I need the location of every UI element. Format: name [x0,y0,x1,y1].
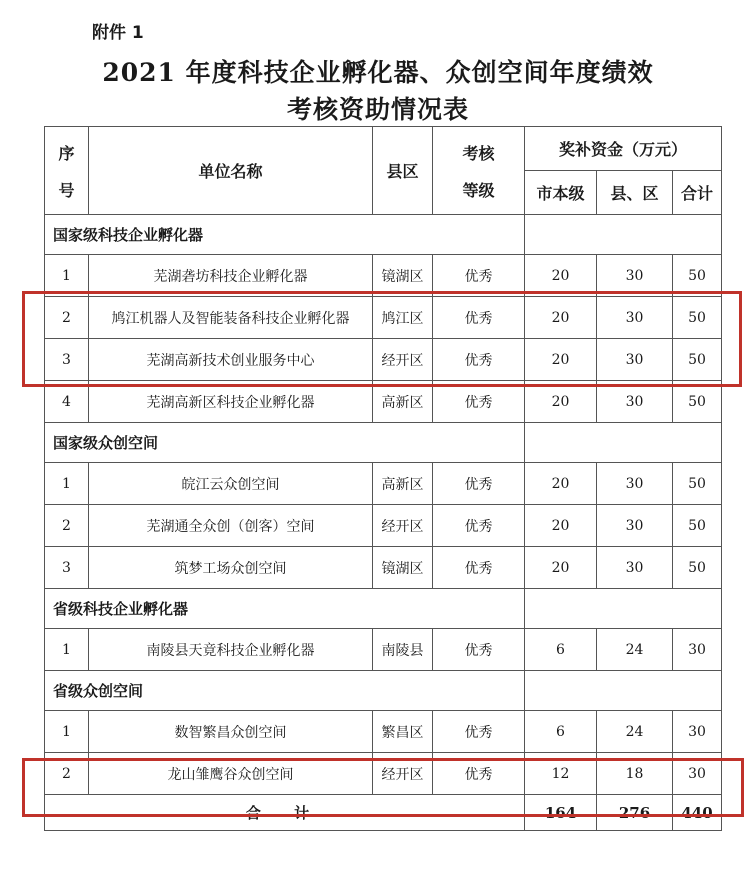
cell-total: 30 [673,711,722,753]
cell-name: 数智繁昌众创空间 [89,711,373,753]
cell-city: 6 [525,629,597,671]
cell-grade: 优秀 [433,381,525,423]
cell-total: 30 [673,753,722,795]
cell-district: 30 [597,381,673,423]
table-row [45,711,722,753]
cell-name: 皖江云众创空间 [89,463,373,505]
cell-district: 18 [597,753,673,795]
section-title: 国家级众创空间 [45,423,525,463]
header-grade: 考核 等级 [433,127,525,215]
cell-county: 繁昌区 [373,711,433,753]
section-row [45,423,722,463]
cell-total: 50 [673,339,722,381]
cell-grade: 优秀 [433,463,525,505]
cell-grade: 优秀 [433,297,525,339]
cell-no: 4 [45,381,89,423]
cell-county: 鸠江区 [373,297,433,339]
attachment-label: 附件 1 [92,23,144,43]
section-row [45,215,722,255]
cell-city: 20 [525,547,597,589]
total-label: 合 计 [45,795,525,831]
cell-district: 24 [597,629,673,671]
cell-name: 鸠江机器人及智能装备科技企业孵化器 [89,297,373,339]
table-row [45,505,722,547]
highlight-box [22,291,742,387]
cell-city: 20 [525,297,597,339]
cell-district: 30 [597,339,673,381]
cell-district: 30 [597,505,673,547]
header-county: 县区 [373,127,433,215]
section-row [45,589,722,629]
cell-total: 30 [673,629,722,671]
table-row [45,463,722,505]
table-row [45,547,722,589]
section-row [45,671,722,711]
cell-district: 30 [597,547,673,589]
cell-no: 1 [45,711,89,753]
header-district-level: 县、区 [597,171,673,215]
cell-name: 龙山雏鹰谷众创空间 [89,753,373,795]
table-row [45,629,722,671]
cell-district: 30 [597,463,673,505]
cell-grade: 优秀 [433,753,525,795]
cell-county: 镜湖区 [373,547,433,589]
cell-district: 30 [597,297,673,339]
cell-grade: 优秀 [433,629,525,671]
cell-no: 1 [45,463,89,505]
cell-total: 50 [673,463,722,505]
cell-city: 20 [525,255,597,297]
cell-city: 6 [525,711,597,753]
cell-county: 经开区 [373,505,433,547]
header-total: 合计 [673,171,722,215]
cell-total: 50 [673,547,722,589]
cell-city: 12 [525,753,597,795]
cell-no: 2 [45,297,89,339]
cell-name: 南陵县天竟科技企业孵化器 [89,629,373,671]
header-unit-name: 单位名称 [89,127,373,215]
total-sum: 440 [673,795,722,831]
cell-name: 筑梦工场众创空间 [89,547,373,589]
section-title: 省级众创空间 [45,671,525,711]
section-title: 省级科技企业孵化器 [45,589,525,629]
page-subtitle: 考核资助情况表 [286,95,469,124]
cell-no: 2 [45,505,89,547]
cell-name: 芜湖通全众创（创客）空间 [89,505,373,547]
cell-district: 24 [597,711,673,753]
total-district: 276 [597,795,673,831]
cell-name: 芜湖高新技术创业服务中心 [89,339,373,381]
cell-no: 3 [45,339,89,381]
page-title: 2021 年度科技企业孵化器、众创空间年度绩效 [102,58,654,87]
section-title: 国家级科技企业孵化器 [45,215,525,255]
cell-grade: 优秀 [433,505,525,547]
cell-city: 20 [525,505,597,547]
cell-city: 20 [525,339,597,381]
highlight-box [22,758,744,817]
cell-total: 50 [673,255,722,297]
cell-city: 20 [525,463,597,505]
header-seq: 序 号 [45,127,89,215]
cell-city: 20 [525,381,597,423]
cell-no: 1 [45,629,89,671]
cell-total: 50 [673,505,722,547]
cell-name: 芜湖砻坊科技企业孵化器 [89,255,373,297]
cell-grade: 优秀 [433,547,525,589]
cell-no: 1 [45,255,89,297]
header-city-level: 市本级 [525,171,597,215]
cell-name: 芜湖高新区科技企业孵化器 [89,381,373,423]
cell-grade: 优秀 [433,255,525,297]
header-funds: 奖补资金（万元） [525,127,722,171]
cell-total: 50 [673,381,722,423]
total-city: 164 [525,795,597,831]
funding-table [44,126,722,831]
cell-county: 高新区 [373,463,433,505]
cell-district: 30 [597,255,673,297]
cell-county: 经开区 [373,339,433,381]
cell-grade: 优秀 [433,711,525,753]
cell-county: 南陵县 [373,629,433,671]
cell-no: 2 [45,753,89,795]
cell-county: 经开区 [373,753,433,795]
cell-county: 高新区 [373,381,433,423]
cell-no: 3 [45,547,89,589]
cell-county: 镜湖区 [373,255,433,297]
cell-grade: 优秀 [433,339,525,381]
cell-total: 50 [673,297,722,339]
